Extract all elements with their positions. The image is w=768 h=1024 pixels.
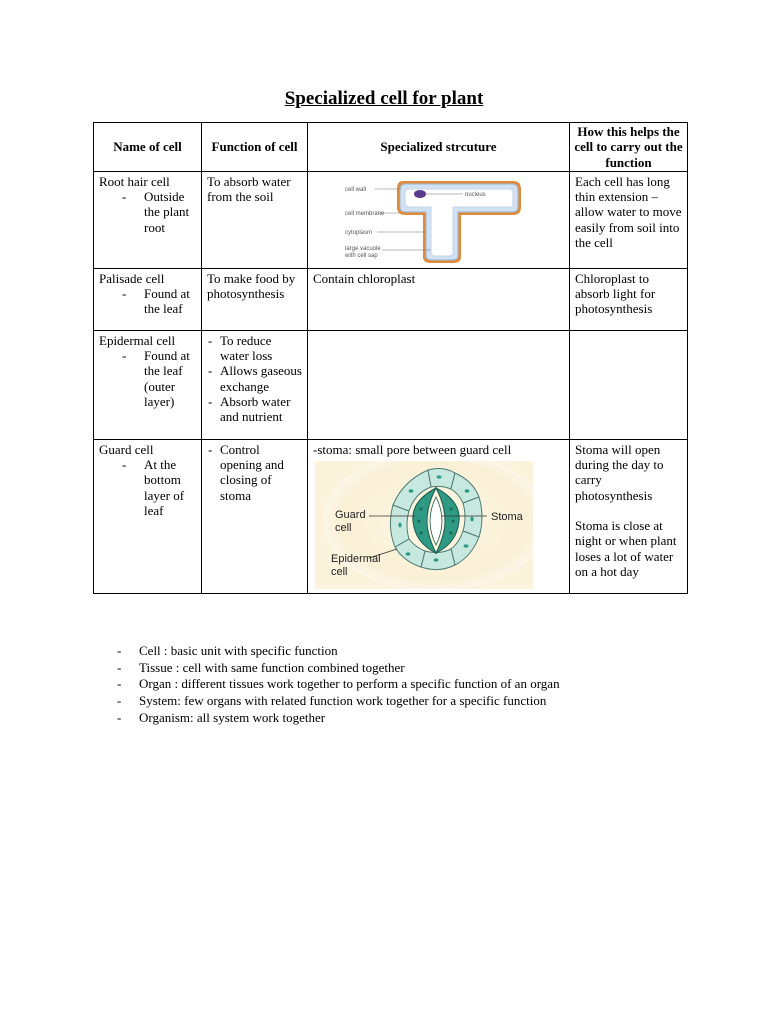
dash-marker: - [208,441,213,457]
table-row [94,268,688,330]
function-cell: To absorb water from the soil [202,171,308,268]
helps-cell [570,439,688,593]
structure-cell [308,439,570,593]
function-cell [202,330,308,439]
function-item: - Allows gaseous exchange [208,363,302,394]
header-function-of-cell: Function of cell [202,123,308,172]
name-cell [94,330,202,439]
helps-cell: Each cell has long thin extension – allow water to move easily from soil into the cell [570,171,688,268]
guard-cell-diagram [315,461,533,589]
page-title: Specialized cell for plant [284,88,484,109]
header-how-this-helps: How this helps the cell to carry out the function [570,123,688,172]
label-cytoplasm: cytoplasm [345,229,373,236]
table-row [94,439,688,593]
label-large-vacuole: large vacuole [345,245,381,252]
cell-name: Epidermal cell [99,332,176,348]
stoma-caption: -stoma: small pore between guard cell [313,441,512,457]
cell-location [122,286,196,317]
structure-cell [308,330,570,439]
header-name-of-cell: Name of cell [94,123,202,172]
header-specialized-structure: Specialized strcuture [308,123,570,172]
list-item [117,643,560,660]
note-text: Cell : basic unit with specific function [139,643,338,658]
helps-paragraph-night: Stoma is close at night or when plant loses a lot of water on a hot day [575,518,677,579]
label-with-cell-sap: with cell sap [345,252,378,259]
dash-marker: - [208,332,213,348]
label-guard: Guard [335,509,366,522]
cell-name: Palisade cell [99,270,165,286]
list-item [117,660,560,677]
location-text: At the bottom layer of leaf [144,457,185,519]
function-cell: To make food by photosynthesis [202,268,308,330]
location-text: Found at the leaf (outer layer) [144,348,190,410]
nucleus-icon [414,190,426,198]
label-nucleus: nucleus [465,191,486,198]
function-item: - To reduce water loss [208,332,273,364]
location-text: Found at the leaf [144,286,190,317]
label-cell-wall: cell wall [345,186,367,193]
note-text: Tissue : cell with same function combined together [139,659,405,675]
location-text: Outside the plant root [144,189,190,235]
name-cell [94,268,202,330]
function-cell [202,439,308,593]
definitions-list [117,643,560,727]
dash-marker: - [117,659,122,675]
dash-marker: - [117,709,122,725]
cell-location [122,348,196,409]
dash-marker: - [208,363,213,379]
cell-name: Root hair cell [99,173,170,189]
table-row [94,330,688,439]
dash-marker: - [117,676,122,692]
specialized-cell-table [93,122,688,594]
structure-cell [308,171,570,268]
name-cell [94,439,202,593]
helps-paragraph-day: Stoma will open during the day to carry photosynthesis [575,441,664,503]
label-epidermal: Epidermal [331,553,381,566]
label-stoma: Stoma [491,511,523,524]
list-item [117,710,560,727]
function-item: - Control opening and closing of stoma [208,441,284,503]
helps-cell: Chloroplast to absorb light for photosynthesis [570,268,688,330]
dash-marker: - [117,643,122,658]
table-row [94,171,688,268]
label-cell-membrane: cell membrane [345,210,385,217]
function-item: - Absorb water and nutrient [208,394,291,425]
label-epidermal-cell: cell [331,566,348,579]
dash-marker: - [122,286,127,302]
helps-cell [570,330,688,439]
list-item [117,676,560,693]
note-text: Organism: all system work together [139,709,326,725]
table-header-row [94,123,688,172]
dash-marker: - [122,189,127,205]
note-text: System: few organs with related function work together for a specific function [139,693,547,709]
structure-cell: Contain chloroplast [308,268,570,330]
cell-location [122,189,196,235]
root-hair-cell-diagram [335,177,555,263]
dash-marker: - [122,457,127,473]
note-text: Organ : different tissues work together to perform a specific function of an organ [139,676,560,692]
list-item [117,693,560,710]
cell-name: Guard cell [99,441,154,457]
dash-marker: - [208,394,213,410]
dash-marker: - [117,693,122,709]
dash-marker: - [122,348,127,364]
name-cell [94,171,202,268]
label-guard-cell: cell [335,522,352,535]
cell-location [122,457,196,518]
